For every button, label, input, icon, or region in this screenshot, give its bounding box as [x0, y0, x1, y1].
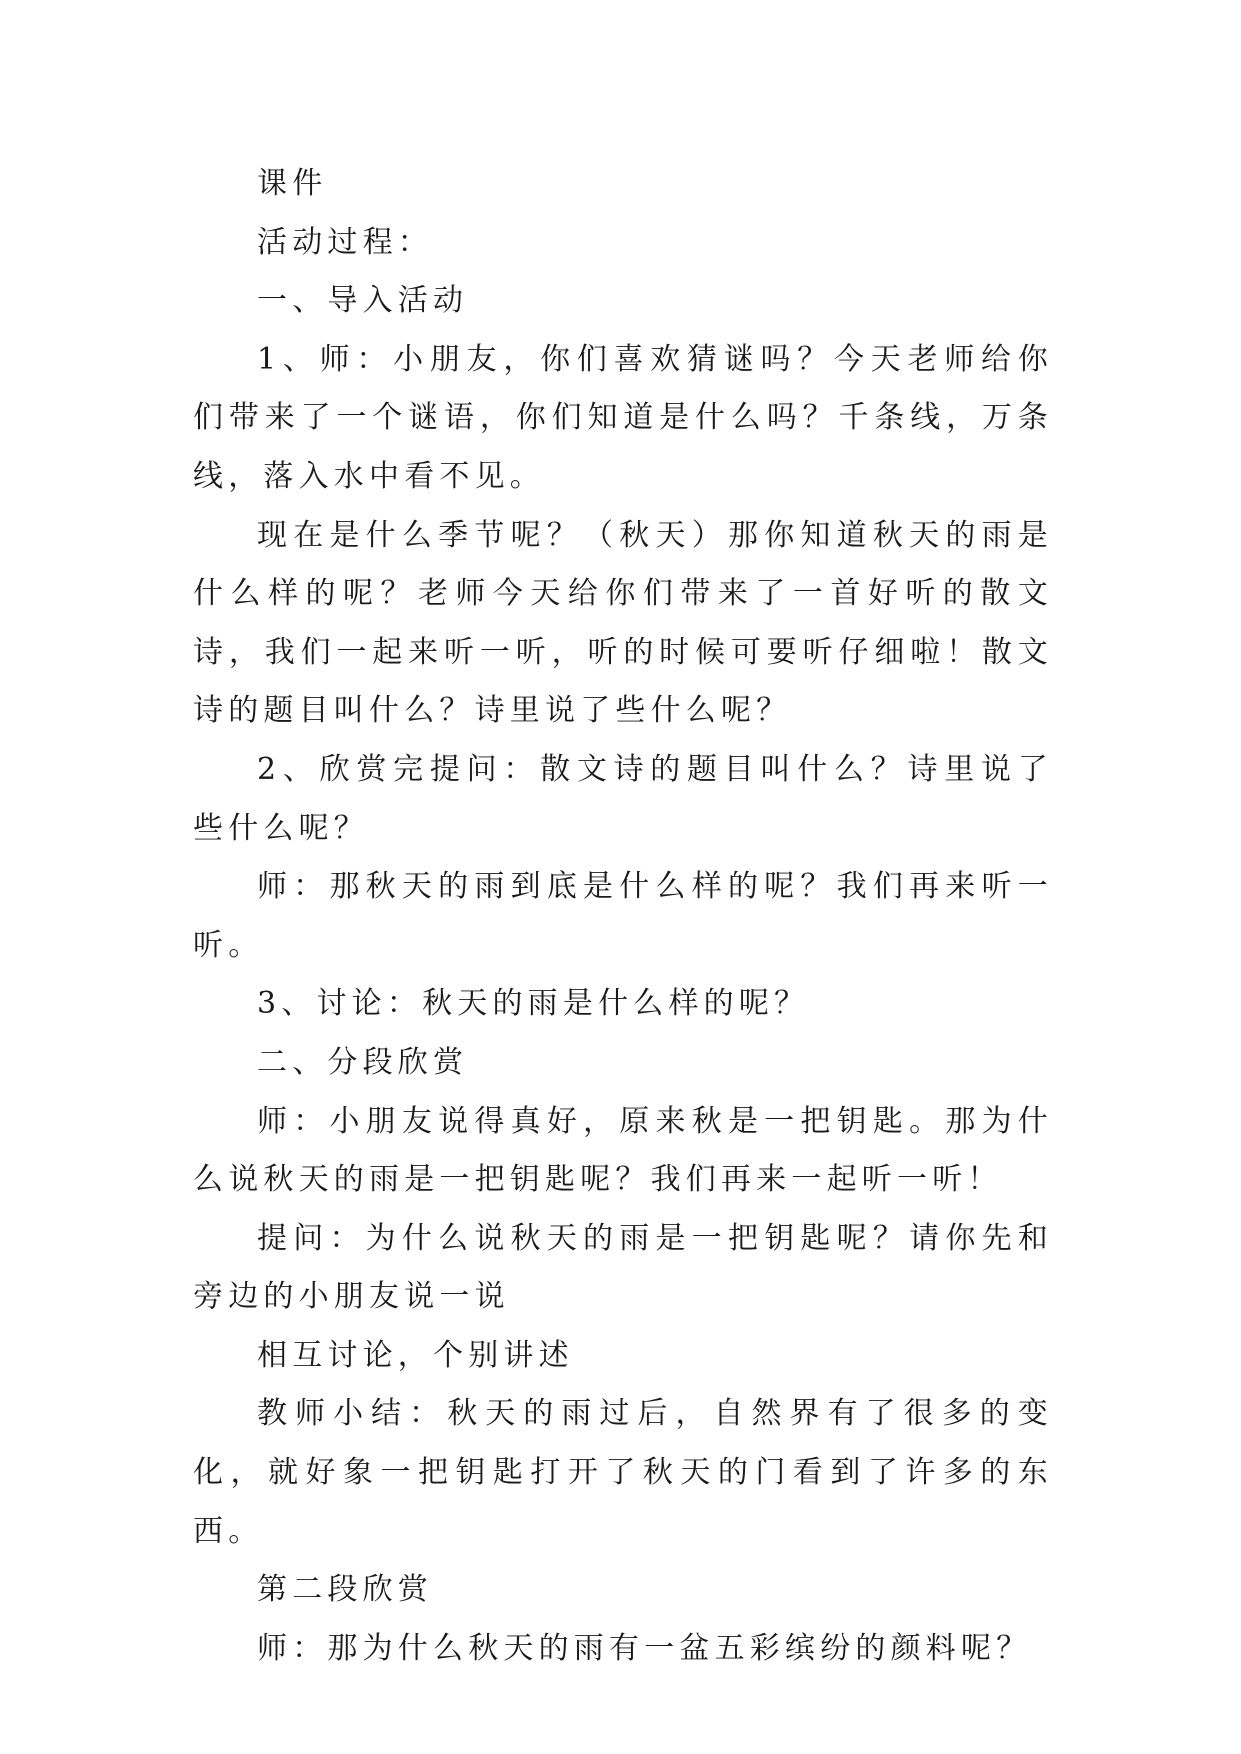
- paragraph-summary: 教师小结：秋天的雨过后，自然界有了很多的变化，就好象一把钥匙打开了秋天的门看到了许多的东西。: [193, 1396, 1053, 1549]
- paragraph-key: 师：小朋友说得真好，原来秋是一把钥匙。那为什么说秋天的雨是一把钥匙呢？我们再来一起听一听！: [193, 1103, 1053, 1198]
- paragraph-question: 2、欣赏完提问：散文诗的题目叫什么？诗里说了些什么呢？: [193, 751, 1053, 846]
- section-heading-intro: 一、导入活动: [257, 283, 469, 319]
- paragraph-paint: 师：那为什么秋天的雨有一盆五彩缤纷的颜料呢？: [257, 1630, 1032, 1666]
- paragraph-listen-again: 师：那秋天的雨到底是什么样的呢？我们再来听一听。: [193, 869, 1053, 963]
- paragraph-riddle: 1、师：小朋友，你们喜欢猜谜吗？今天老师给你们带来了一个谜语，你们知道是什么吗？千条线，万条线，落入水中看不见。: [193, 341, 1053, 494]
- paragraph-discussion: 3、讨论：秋天的雨是什么样的呢？: [257, 986, 810, 1022]
- section-heading-segments: 二、分段欣赏: [257, 1044, 469, 1080]
- paragraph-group-talk: 相互讨论，个别讲述: [257, 1337, 574, 1373]
- paragraph-key-question: 提问：为什么说秋天的雨是一把钥匙呢？请你先和旁边的小朋友说一说: [193, 1220, 1053, 1315]
- paragraph-courseware: 课件: [257, 166, 328, 201]
- paragraph-season: 现在是什么季节呢？（秋天）那你知道秋天的雨是什么样的呢？老师今天给你们带来了一首好听的散文诗，我们一起来听一听，听的时候可要听仔细啦！散文诗的题目叫什么？诗里说了些什么呢？: [193, 517, 1053, 729]
- section-heading-second: 第二段欣赏: [257, 1572, 433, 1608]
- paragraph-activity-process: 活动过程：: [257, 224, 433, 260]
- document-body: [193, 155, 1053, 1678]
